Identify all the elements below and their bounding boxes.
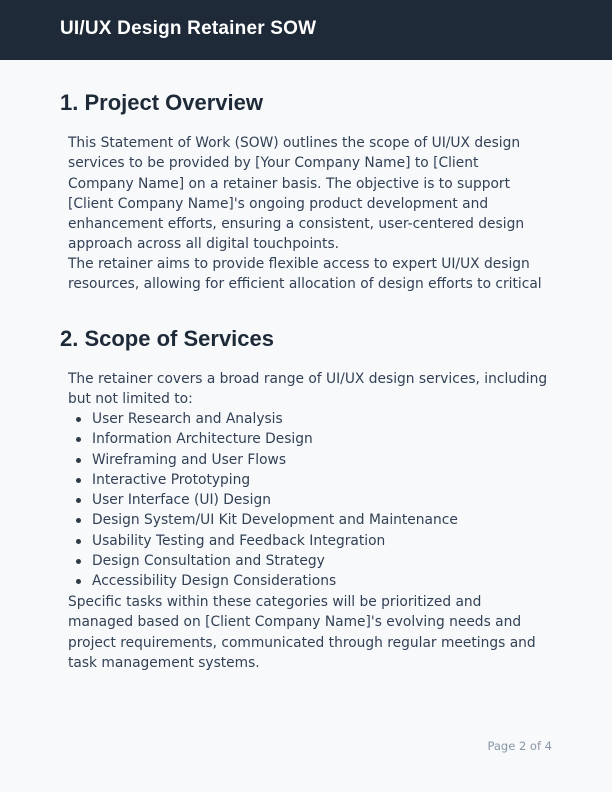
- list-item: Interactive Prototyping: [92, 470, 458, 490]
- overview-paragraph-1: This Statement of Work (SOW) outlines the scope of UI/UX design services to be provided by [Your Company Name] to [Client Company Name] on a retainer basis. The objective is to support [Client Company Name]'s ongoing product development and enhancement efforts, ensuring a consistent, user-centered design approach across all digital touchpoints.: [68, 135, 525, 253]
- document-title: UI/UX Design Retainer SOW: [60, 18, 317, 39]
- list-item: User Interface (UI) Design: [92, 490, 458, 510]
- section-heading-overview: 1. Project Overview: [60, 90, 263, 115]
- list-item: Information Architecture Design: [92, 429, 458, 449]
- scope-outro-paragraph: Specific tasks within these categories will be prioritized and managed based on [Client Company Name]'s evolving needs and project requirements, communicated through regular meetings and task management systems.: [68, 594, 536, 671]
- page-number: Page 2 of 4: [487, 739, 552, 753]
- overview-paragraph-2: The retainer aims to provide flexible access to expert UI/UX design resources, allowing for efficient allocation of design efforts to critical: [68, 256, 542, 293]
- list-item: Design System/UI Kit Development and Maintenance: [92, 510, 458, 530]
- document-header: [0, 0, 612, 60]
- list-item: Wireframing and User Flows: [92, 450, 458, 470]
- list-item: Design Consultation and Strategy: [92, 551, 458, 571]
- scope-intro-paragraph: The retainer covers a broad range of UI/UX design services, including but not limited to:: [68, 371, 548, 408]
- list-item: Accessibility Design Considerations: [92, 571, 458, 591]
- list-item: User Research and Analysis: [92, 409, 458, 429]
- list-item: Usability Testing and Feedback Integration: [92, 531, 458, 551]
- services-list: [92, 409, 458, 592]
- section-heading-scope: 2. Scope of Services: [60, 326, 274, 351]
